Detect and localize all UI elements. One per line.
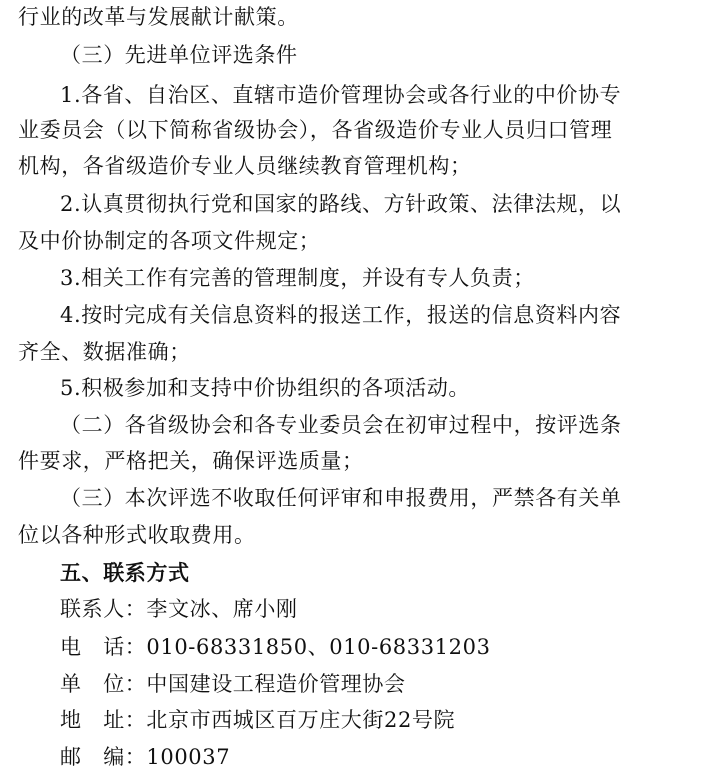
criteria-item-2-line-2: 及中价协制定的各项文件规定； (18, 229, 321, 253)
text-line-continuation: 行业的改革与发展献计献策。 (18, 5, 299, 29)
criteria-item-4-line-2: 齐全、数据准确； (18, 340, 191, 364)
contact-person: 联系人：李文冰、席小刚 (60, 597, 298, 621)
criteria-item-4-line-1: 4.按时完成有关信息资料的报送工作，报送的信息资料内容 (60, 303, 622, 327)
criteria-item-1-line-2: 业委员会（以下简称省级协会），各省级造价专业人员归口管理 (18, 118, 613, 142)
contact-address: 地 址：北京市西城区百万庄大街22号院 (60, 708, 456, 732)
criteria-item-5: 5.积极参加和支持中价协组织的各项活动。 (60, 376, 471, 400)
contact-unit: 单 位：中国建设工程造价管理协会 (60, 672, 406, 696)
review-requirement-line-2: 件要求，严格把关，确保评选质量； (18, 449, 364, 473)
subsection-heading-criteria: （三）先进单位评选条件 (60, 43, 298, 67)
criteria-item-3: 3.相关工作有完善的管理制度，并设有专人负责； (60, 266, 535, 290)
criteria-item-1-line-3: 机构，各省级造价专业人员继续教育管理机构； (18, 154, 472, 178)
criteria-item-1-line-1: 1.各省、自治区、直辖市造价管理协会或各行业的中价协专 (60, 83, 622, 107)
contact-postcode: 邮 编：100037 (60, 745, 231, 769)
section-title-contact: 五、联系方式 (60, 560, 190, 585)
contact-phone: 电 话：010-68331850、010-68331203 (60, 635, 491, 659)
no-fee-notice-line-2: 位以各种形式收取费用。 (18, 523, 256, 547)
no-fee-notice-line-1: （三）本次评选不收取任何评审和申报费用，严禁各有关单 (60, 486, 622, 510)
criteria-item-2-line-1: 2.认真贯彻执行党和国家的路线、方针政策、法律法规，以 (60, 192, 622, 216)
review-requirement-line-1: （二）各省级协会和各专业委员会在初审过程中，按评选条 (60, 413, 622, 437)
